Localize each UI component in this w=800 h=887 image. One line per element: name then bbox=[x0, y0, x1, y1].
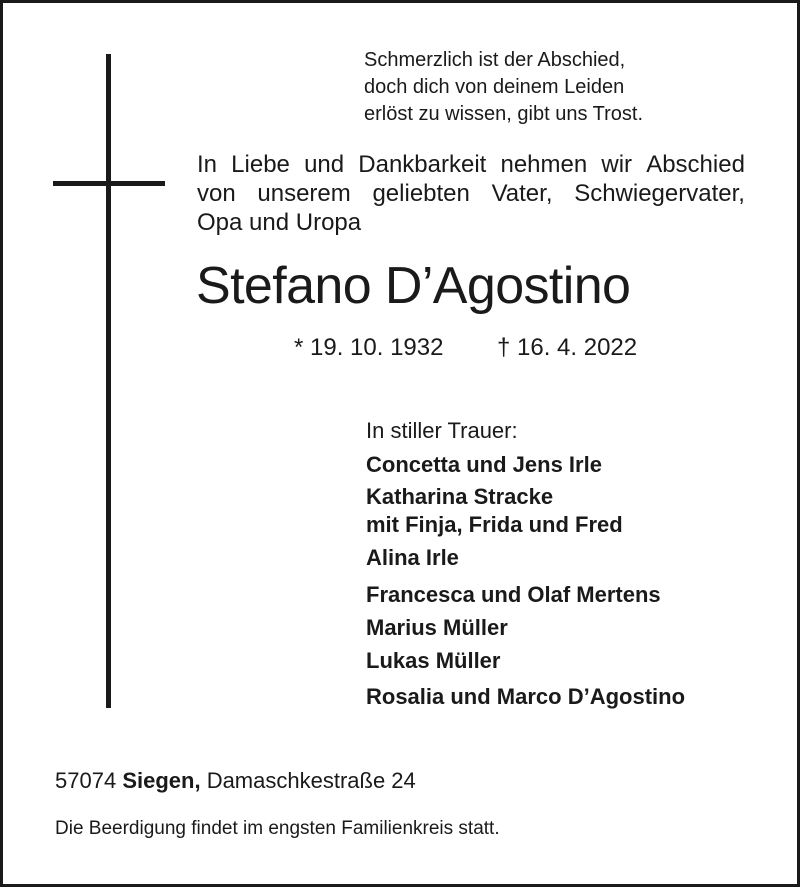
intro-word: Schwiegervater, bbox=[574, 180, 745, 207]
birth-date: * 19. 10. 1932 bbox=[294, 334, 444, 361]
address-city: Siegen, bbox=[122, 768, 201, 793]
intro-word: unserem bbox=[257, 180, 351, 207]
verse-line: erlöst zu wissen, gibt uns Trost. bbox=[364, 103, 644, 125]
memorial-verse bbox=[364, 47, 643, 128]
intro-word: In bbox=[197, 151, 218, 178]
intro-word: Vater, bbox=[491, 180, 553, 207]
cross-icon-vertical-beam bbox=[106, 54, 111, 708]
verse-line: Schmerzlich ist der Abschied, bbox=[364, 49, 626, 71]
mourners-heading: In stiller Trauer: bbox=[366, 418, 518, 443]
mourner-name: mit Finja, Frida und Fred bbox=[366, 512, 623, 537]
mourner-name: Francesca und Olaf Mertens bbox=[366, 582, 661, 607]
death-date: † 16. 4. 2022 bbox=[497, 334, 638, 361]
intro-word: Abschied bbox=[646, 151, 745, 178]
intro-line-1 bbox=[197, 150, 745, 179]
farewell-intro bbox=[197, 150, 745, 237]
intro-word: wir bbox=[601, 151, 633, 178]
address-postal-code: 57074 bbox=[55, 768, 117, 793]
mourner-name: Marius Müller bbox=[366, 615, 508, 640]
cross-icon-horizontal-beam bbox=[53, 181, 165, 186]
intro-word: von bbox=[197, 180, 236, 207]
mourner-name: Lukas Müller bbox=[366, 648, 501, 673]
mourner-name: Katharina Stracke bbox=[366, 484, 554, 509]
intro-word: Liebe bbox=[231, 151, 290, 178]
mourner-name: Concetta und Jens Irle bbox=[366, 452, 602, 477]
verse-line: doch dich von deinem Leiden bbox=[364, 76, 625, 98]
mourning-address bbox=[55, 766, 416, 796]
intro-line-2 bbox=[197, 179, 745, 208]
mourner-name: Alina Irle bbox=[366, 545, 459, 570]
funeral-note: Die Beerdigung findet im engsten Familienkreis statt. bbox=[55, 818, 500, 839]
intro-word: und bbox=[304, 151, 345, 178]
intro-word: geliebten bbox=[372, 180, 470, 207]
intro-line-3: Opa und Uropa bbox=[197, 209, 362, 236]
intro-word: nehmen bbox=[500, 151, 588, 178]
intro-word: Dankbarkeit bbox=[358, 151, 487, 178]
deceased-name: Stefano D’Agostino bbox=[196, 257, 631, 315]
mourner-name: Rosalia und Marco D’Agostino bbox=[366, 684, 686, 709]
address-street: Damaschkestraße 24 bbox=[206, 768, 416, 793]
